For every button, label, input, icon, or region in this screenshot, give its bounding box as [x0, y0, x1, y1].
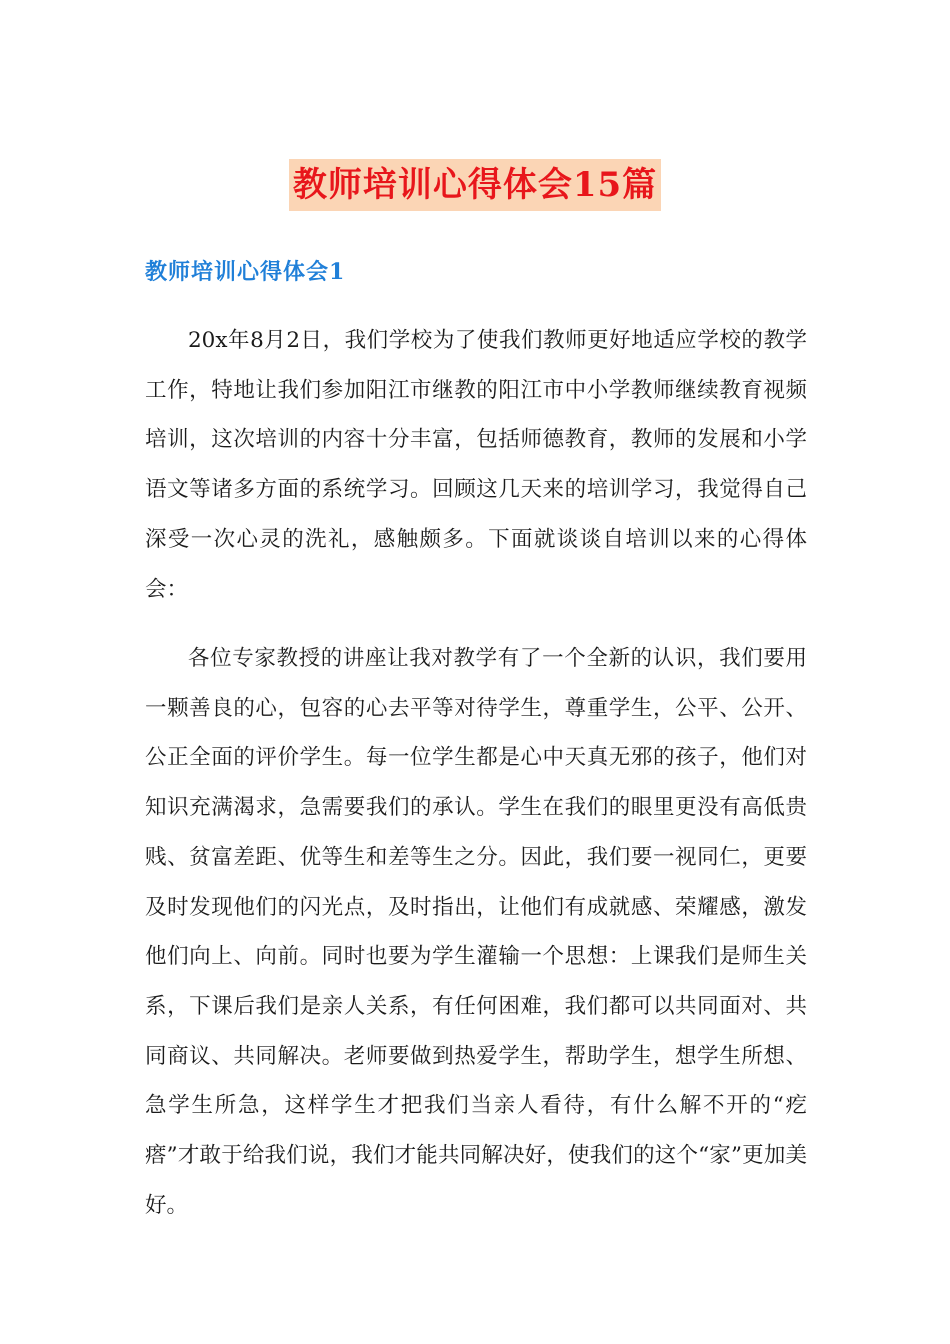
- body-paragraph-1: 20x年8月2日，我们学校为了使我们教师更好地适应学校的教学工作，特地让我们参加阳江市继教的阳江市中小学教师继续教育视频培训，这次培训的内容十分丰富，包括师德教育，教师的发展和小学语文等诸多方面的系统学习。回顾这几天来的培训学习，我觉得自己深受一次心灵的洗礼，感触颇多。下面就谈谈自培训以来的心得体会：: [145, 328, 807, 602]
- body-paragraph-2: 各位专家教授的讲座让我对教学有了一个全新的认识，我们要用一颗善良的心，包容的心去平等对待学生，尊重学生，公平、公开、公正全面的评价学生。每一位学生都是心中天真无邪的孩子，他们对知识充满渴求，急需要我们的承认。学生在我们的眼里更没有高低贵贱、贫富差距、优等生和差等生之分。因此，我们要一视同仁，更要及时发现他们的闪光点，及时指出，让他们有成就感、荣耀感，激发他们向上、向前。同时也要为学生灌输一个思想：上课我们是师生关系，下课后我们是亲人关系，有任何困难，我们都可以共同面对、共同商议、共同解决。老师要做到热爱学生，帮助学生，想学生所想、急学生所急，这样学生才把我们当亲人看待，有什么解不开的“疙瘩”才敢于给我们说，我们才能共同解决好，使我们的这个“家”更加美好。: [145, 646, 807, 1218]
- section-heading: 教师培训心得体会1: [145, 259, 346, 285]
- document-title: 教师培训心得体会15篇: [289, 159, 661, 211]
- title-container: [0, 136, 950, 234]
